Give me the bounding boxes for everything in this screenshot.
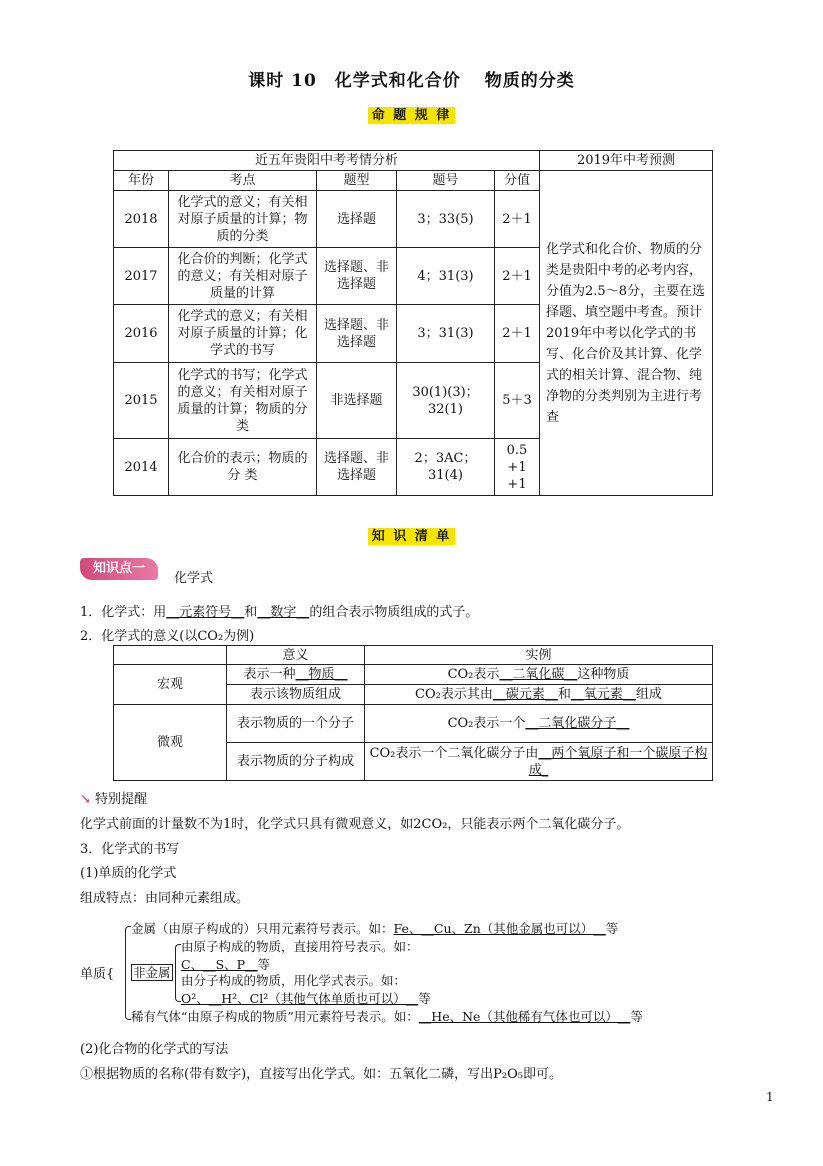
sub-item-1: (1)单质的化学式	[80, 866, 177, 881]
col-header: 考点	[169, 171, 317, 191]
meaning-table	[113, 645, 713, 781]
text: 单质	[80, 967, 107, 982]
cell-meaning: 表示物质的分子构成	[227, 743, 365, 781]
cell-example	[365, 685, 713, 705]
section-heading-2	[0, 525, 823, 544]
blank: __碳元素__	[492, 687, 558, 702]
text: 等	[605, 921, 619, 936]
text: CO₂表示	[447, 667, 500, 682]
cell-example	[365, 665, 713, 685]
micro-label: 微观	[114, 705, 227, 781]
text: 表示一种	[243, 667, 296, 682]
text: 这种物质	[577, 667, 630, 682]
elem-label: 单质{	[80, 967, 115, 982]
page-number: 1	[766, 1090, 774, 1104]
cell-point: 化学式的意义；有关相对原子质量的计算；物质的分类	[169, 191, 317, 248]
macro-label: 宏观	[114, 665, 227, 705]
text: CO₂表示一个二氧化碳分子由	[369, 745, 539, 761]
blank: O²、__H²、Cl²（其他气体单质也可以）__	[181, 991, 419, 1006]
text: 和	[244, 605, 258, 620]
cell-num: 30(1)(3)；32(1)	[397, 363, 495, 439]
nonmetal-label	[131, 963, 173, 981]
cell-num: 4；31(3)	[397, 248, 495, 305]
cell-meaning: 表示该物质组成	[227, 685, 365, 705]
blank: __二氧化碳分子__	[525, 716, 630, 731]
blank: Fe、__Cu、Zn（其他金属也可以）__	[393, 921, 606, 936]
blank: C、__S、P__	[181, 957, 258, 972]
col-header: 题号	[397, 171, 495, 191]
nonmetal-molecule: 由分子构成的物质，用化学式表示。如：	[181, 973, 407, 988]
cell-score: 2＋1	[495, 248, 540, 305]
text: 的组合表示物质组成的式子。	[309, 605, 479, 620]
cell-meaning: 表示物质的一个分子	[227, 705, 365, 743]
text: CO₂表示其由	[415, 687, 493, 702]
blank: __数字__	[257, 605, 310, 620]
text: 非金属	[133, 965, 171, 980]
text: 等	[630, 1009, 643, 1024]
cell-type: 选择题	[317, 191, 397, 248]
col-header: 实例	[365, 646, 713, 665]
text: 等	[257, 957, 271, 972]
cell-num: 2；3AC；31(4)	[397, 439, 495, 496]
cell-score: 0.5 +1 +1	[495, 439, 540, 496]
metal-line	[131, 919, 618, 937]
prediction-text: 化学式和化合价、物质的分类是贵阳中考的必考内容，分值为2.5～8分，主要在选择题、填空题中考查。预计2019年中考以化学式的书写、化合价及其计算、化学式的相关计算、混合物、纯净物的分类判别为主进行考查	[540, 171, 713, 496]
col-header: 题型	[317, 171, 397, 191]
cell-score: 2＋1	[495, 191, 540, 248]
cell-year: 2015	[114, 363, 169, 439]
text: 等	[418, 991, 431, 1006]
cell-type: 选择题、非选择题	[317, 439, 397, 496]
group-header: 近五年贵阳中考考情分析	[114, 151, 540, 171]
noble-line	[131, 1007, 643, 1025]
predict-header: 2019年中考预测	[540, 151, 713, 171]
text: 1．化学式：用	[80, 605, 167, 620]
tip-title: 特别提醒	[95, 792, 148, 807]
cell-year: 2017	[114, 248, 169, 305]
exam-analysis-table	[113, 150, 713, 496]
blank: __元素符号__	[166, 605, 245, 620]
blank: __物质__	[295, 667, 348, 682]
cell-point: 化学式的意义；有关相对原子质量的计算；化学式的书写	[169, 305, 317, 363]
item-2: 2．化学式的意义(以CO₂为例)	[80, 629, 255, 644]
nonmetal-atom: 由原子构成的物质，直接用符号表示。如：	[181, 939, 419, 954]
tip-text: 化学式前面的计量数不为1时，化学式只具有微观意义，如2CO₂，只能表示两个二氧化碳分子。	[80, 817, 630, 832]
text: 组成	[635, 687, 662, 702]
arrow-icon: ↘	[80, 792, 91, 807]
cell-type: 选择题、非选择题	[317, 248, 397, 305]
blank: __二氧化碳__	[499, 667, 578, 682]
page-title	[0, 66, 823, 91]
cell-example	[365, 743, 713, 781]
cell-score: 5＋3	[495, 363, 540, 439]
feature-text: 组成特点：由同种元素组成。	[80, 891, 250, 906]
blank: __氧元素__	[570, 687, 636, 702]
cell-num: 3；31(3)	[397, 305, 495, 363]
text: 金属（由原子构成的）只用元素符号表示。如：	[131, 921, 394, 936]
nonmetal-molecule-example	[181, 989, 431, 1007]
topic-title: 化学式	[174, 571, 214, 586]
cell-meaning	[227, 665, 365, 685]
text: 和	[557, 687, 571, 702]
cell-point: 化合价的表示；物质的分 类	[169, 439, 317, 496]
cell-score: 2＋1	[495, 305, 540, 363]
section-label: 命 题 规 律	[368, 107, 456, 124]
item-3: 3．化学式的书写	[80, 842, 180, 857]
text: 稀有气体“由原子构成的物质”用元素符号表示。如：	[131, 1009, 419, 1024]
blank: __两个氧原子和一个碳原子构成_	[528, 745, 708, 778]
cell-example	[365, 705, 713, 743]
title-part1: 课时 10 化学式和化合价	[248, 71, 461, 91]
col-header: 意义	[227, 646, 365, 665]
cell-year: 2018	[114, 191, 169, 248]
cell-type: 选择题、非选择题	[317, 305, 397, 363]
col-header: 年份	[114, 171, 169, 191]
sub-item-2: (2)化合物的化学式的写法	[80, 1042, 229, 1057]
section-heading-1	[0, 104, 823, 123]
tip-heading	[80, 788, 147, 807]
blank: __He、Ne（其他稀有气体也可以）__	[418, 1009, 631, 1024]
section-label: 知 识 清 单	[368, 528, 456, 545]
cell-year: 2014	[114, 439, 169, 496]
cell-year: 2016	[114, 305, 169, 363]
cell-num: 3；33(5)	[397, 191, 495, 248]
text: CO₂表示一个	[447, 716, 526, 731]
cell-point: 化学式的书写；化学式的意义；有关相对原子质量的计算；物质的分类	[169, 363, 317, 439]
knowledge-badge: 知识点一	[80, 558, 158, 580]
cell-point: 化合价的判断；化学式的意义；有关相对原子质量的计算	[169, 248, 317, 305]
item-1	[80, 601, 478, 620]
rule-1: ①根据物质的名称(带有数字)，直接写出化学式。如：五氧化二磷，写出P₂O₅即可。	[80, 1067, 562, 1082]
title-part2: 物质的分类	[484, 71, 575, 91]
table-row	[114, 665, 713, 685]
cell-type: 非选择题	[317, 363, 397, 439]
table-row	[114, 705, 713, 743]
col-header: 分值	[495, 171, 540, 191]
